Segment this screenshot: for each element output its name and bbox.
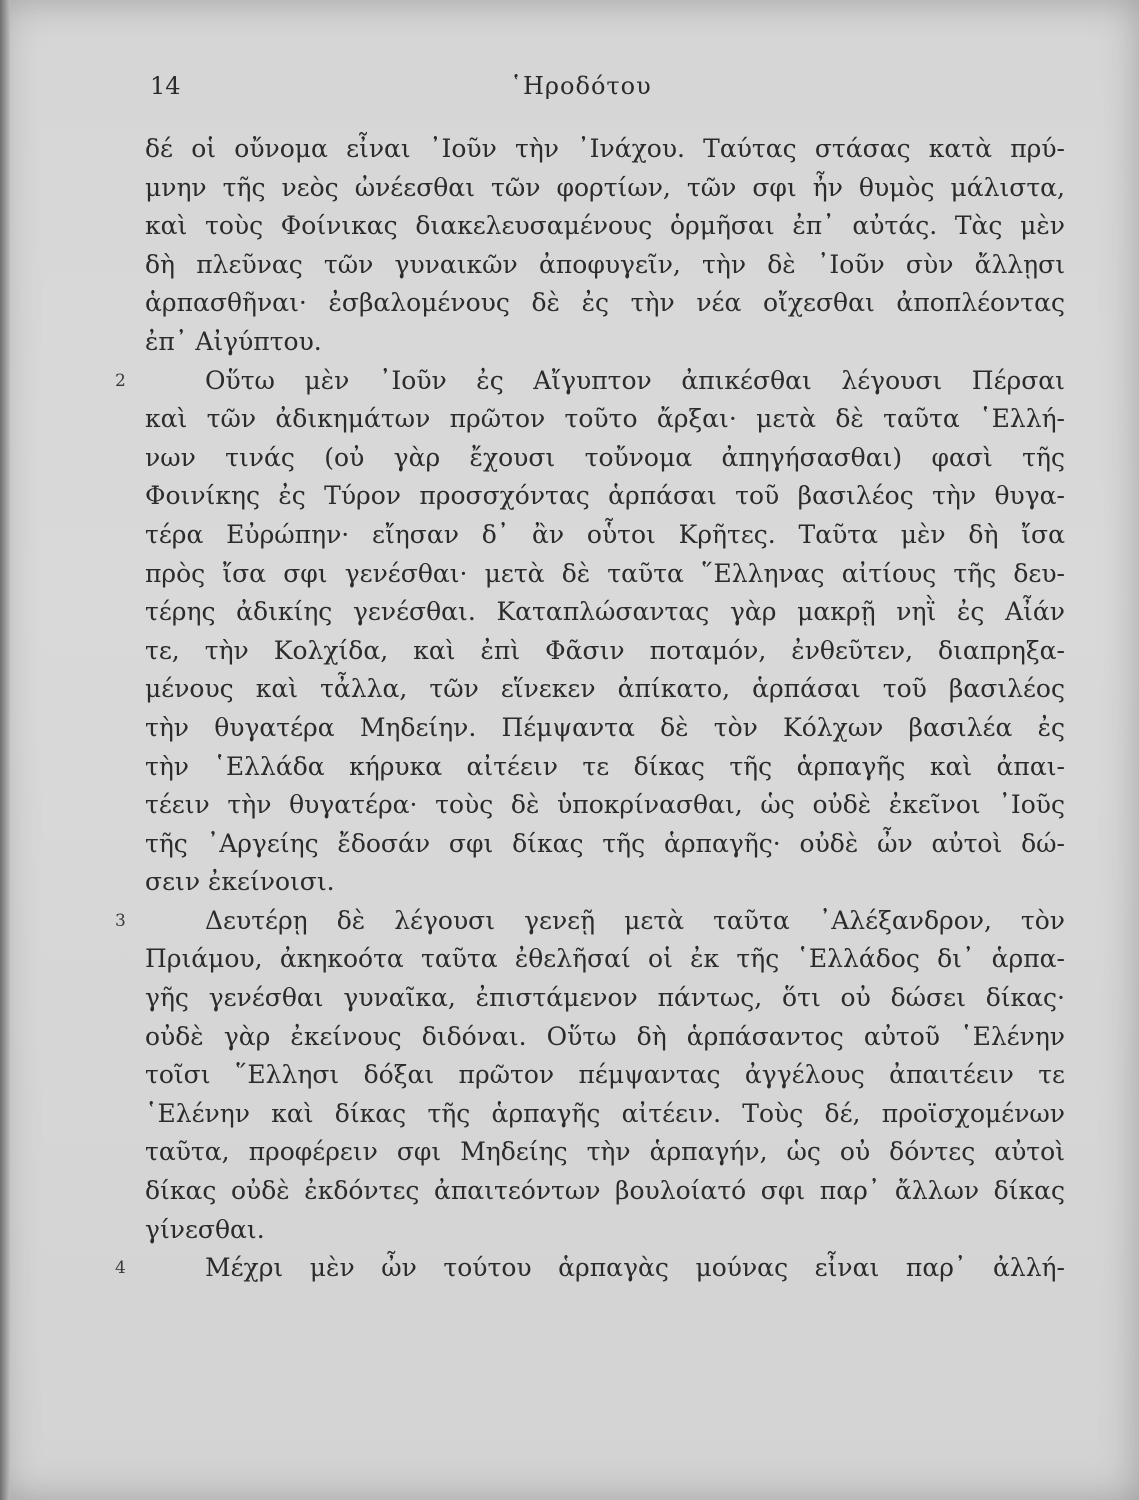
text-line [145,130,1065,169]
line-text: δίκας οὐδὲ ἐκδόντες ἀπαιτεόντων βουλοίατό σφι παρ᾿ ἄλλων δίκας [145,1176,1065,1206]
section-number: 4 [115,1258,126,1279]
line-text: γίνεσθαι. [145,1214,265,1244]
line-text: πρὸς ἴσα σφι γενέσθαι· μετὰ δὲ ταῦτα ῞Ελληνας αἰτίους τῆς δευ- [145,558,1065,588]
text-line [145,477,1065,516]
text-line [145,709,1065,748]
text-line [145,979,1065,1018]
text-line [145,284,1065,323]
line-text: ταῦτα, προφέρειν σφι Μηδείης τὴν ἁρπαγήν, ὡς οὐ δόντες αὐτοὶ [145,1137,1065,1167]
page-number: 14 [150,72,181,100]
text-line [145,1095,1065,1134]
line-text: τέρης ἀδικίης γενέσθαι. Καταπλώσαντας γὰρ μακρῇ νηῒ ἐς Αἶάν [145,597,1065,627]
running-title: ῾Ηροδότου [510,72,652,100]
line-text: μένους καὶ τἆλλα, τῶν εἵνεκεν ἀπίκατο, ἁρπάσαι τοῦ βασιλέος [145,674,1065,704]
line-text: τέειν τὴν θυγατέρα· τοὺς δὲ ὑποκρίνασθαι, ὡς οὐδὲ ἐκεῖνοι ᾿Ιοῦς [145,790,1065,820]
section-number: 3 [115,910,126,931]
body-text [115,130,1065,1288]
text-line [145,555,1065,594]
text-line [145,207,1065,246]
text-line [115,362,1065,401]
line-text: τὴν ῾Ελλάδα κήρυκα αἰτέειν τε δίκας τῆς ἁρπαγῆς καὶ ἀπαι- [145,751,1065,781]
line-text: γῆς γενέσθαι γυναῖκα, ἐπιστάμενον πάντως, ὅτι οὐ δώσει δίκας· [145,983,1065,1013]
line-text: οὐδὲ γὰρ ἐκείνους διδόναι. Οὕτω δὴ ἁρπάσαντος αὐτοῦ ῾Ελένην [145,1021,1065,1051]
text-line [145,825,1065,864]
text-line [145,169,1065,208]
text-line [145,246,1065,285]
line-text: τῆς ᾿Αργείης ἔδοσάν σφι δίκας τῆς ἁρπαγῆς· οὐδὲ ὦν αὐτοὶ δώ- [145,828,1065,858]
line-text: Οὕτω μὲν ᾿Ιοῦν ἐς Αἴγυπτον ἀπικέσθαι λέγουσι Πέρσαι [205,365,1065,395]
line-text: καὶ τῶν ἀδικημάτων πρῶτον τοῦτο ἄρξαι· μετὰ δὲ ταῦτα ῾Ελλή- [145,404,1065,434]
line-text: ἐπ᾿ Αἰγύπτου. [145,326,322,356]
text-line [145,593,1065,632]
line-text: τὴν θυγατέρα Μηδείην. Πέμψαντα δὲ τὸν Κόλχων βασιλέα ἐς [145,712,1065,742]
line-text: νων τινάς (οὐ γὰρ ἔχουσι τοὔνομα ἀπηγήσασθαι) φασὶ τῆς [145,442,1065,472]
page-header [0,72,1139,108]
line-text: σειν ἐκείνοισι. [145,867,335,897]
line-text: μνην τῆς νεὸς ὠνέεσθαι τῶν φορτίων, τῶν σφι ἦν θυμὸς μάλιστα, [145,172,1065,202]
line-text: τέρα Εὐρώπην· εἴησαν δ᾿ ἂν οὗτοι Κρῆτες. Ταῦτα μὲν δὴ ἴσα [145,519,1065,549]
text-line [145,940,1065,979]
line-text: δέ οἱ οὔνομα εἶναι ᾿Ιοῦν τὴν ᾿Ινάχου. Ταύτας στάσας κατὰ πρύ- [145,134,1065,163]
text-line [145,786,1065,825]
line-text: τοῖσι ῞Ελλησι δόξαι πρῶτον πέμψαντας ἀγγέλους ἀπαιτέειν τε [145,1060,1065,1090]
text-line [145,863,1065,902]
line-text: Φοινίκης ἐς Τύρον προσσχόντας ἁρπάσαι τοῦ βασιλέος τὴν θυγα- [145,481,1065,511]
text-line [145,1056,1065,1095]
line-text: Δευτέρῃ δὲ λέγουσι γενεῇ μετὰ ταῦτα ᾿Αλέξανδρον, τὸν [205,905,1065,935]
text-line [145,1172,1065,1211]
line-text: καὶ τοὺς Φοίνικας διακελευσαμένους ὁρμῆσαι ἐπ᾿ αὐτάς. Τὰς μὲν [145,211,1065,241]
text-line [115,1249,1065,1288]
text-line [145,439,1065,478]
line-text: Πριάμου, ἀκηκοότα ταῦτα ἐθελῆσαί οἱ ἐκ τῆς ῾Ελλάδος δι᾿ ἁρπα- [145,944,1065,974]
line-text: τε, τὴν Κολχίδα, καὶ ἐπὶ Φᾶσιν ποταμόν, ἐνθεῦτεν, διαπρηξα- [145,635,1065,665]
text-line [145,1018,1065,1057]
text-line [145,1133,1065,1172]
text-line [145,400,1065,439]
text-line [145,323,1065,362]
line-text: δὴ πλεῦνας τῶν γυναικῶν ἀποφυγεῖν, τὴν δὲ ᾿Ιοῦν σὺν ἄλλῃσι [145,249,1065,279]
text-line [145,670,1065,709]
section-number: 2 [115,370,126,391]
text-line [145,1211,1065,1250]
page-gutter-shadow [0,0,10,1500]
line-text: ἁρπασθῆναι· ἐσβαλομένους δὲ ἐς τὴν νέα οἴχεσθαι ἀποπλέοντας [145,288,1065,318]
text-line [115,902,1065,941]
line-text: ῾Ελένην καὶ δίκας τῆς ἁρπαγῆς αἰτέειν. Τοὺς δέ, προϊσχομένων [145,1098,1065,1128]
line-text: Μέχρι μὲν ὦν τούτου ἁρπαγὰς μούνας εἶναι παρ᾿ ἀλλή- [205,1253,1065,1283]
text-line [145,748,1065,787]
text-line [145,516,1065,555]
text-line [145,632,1065,671]
